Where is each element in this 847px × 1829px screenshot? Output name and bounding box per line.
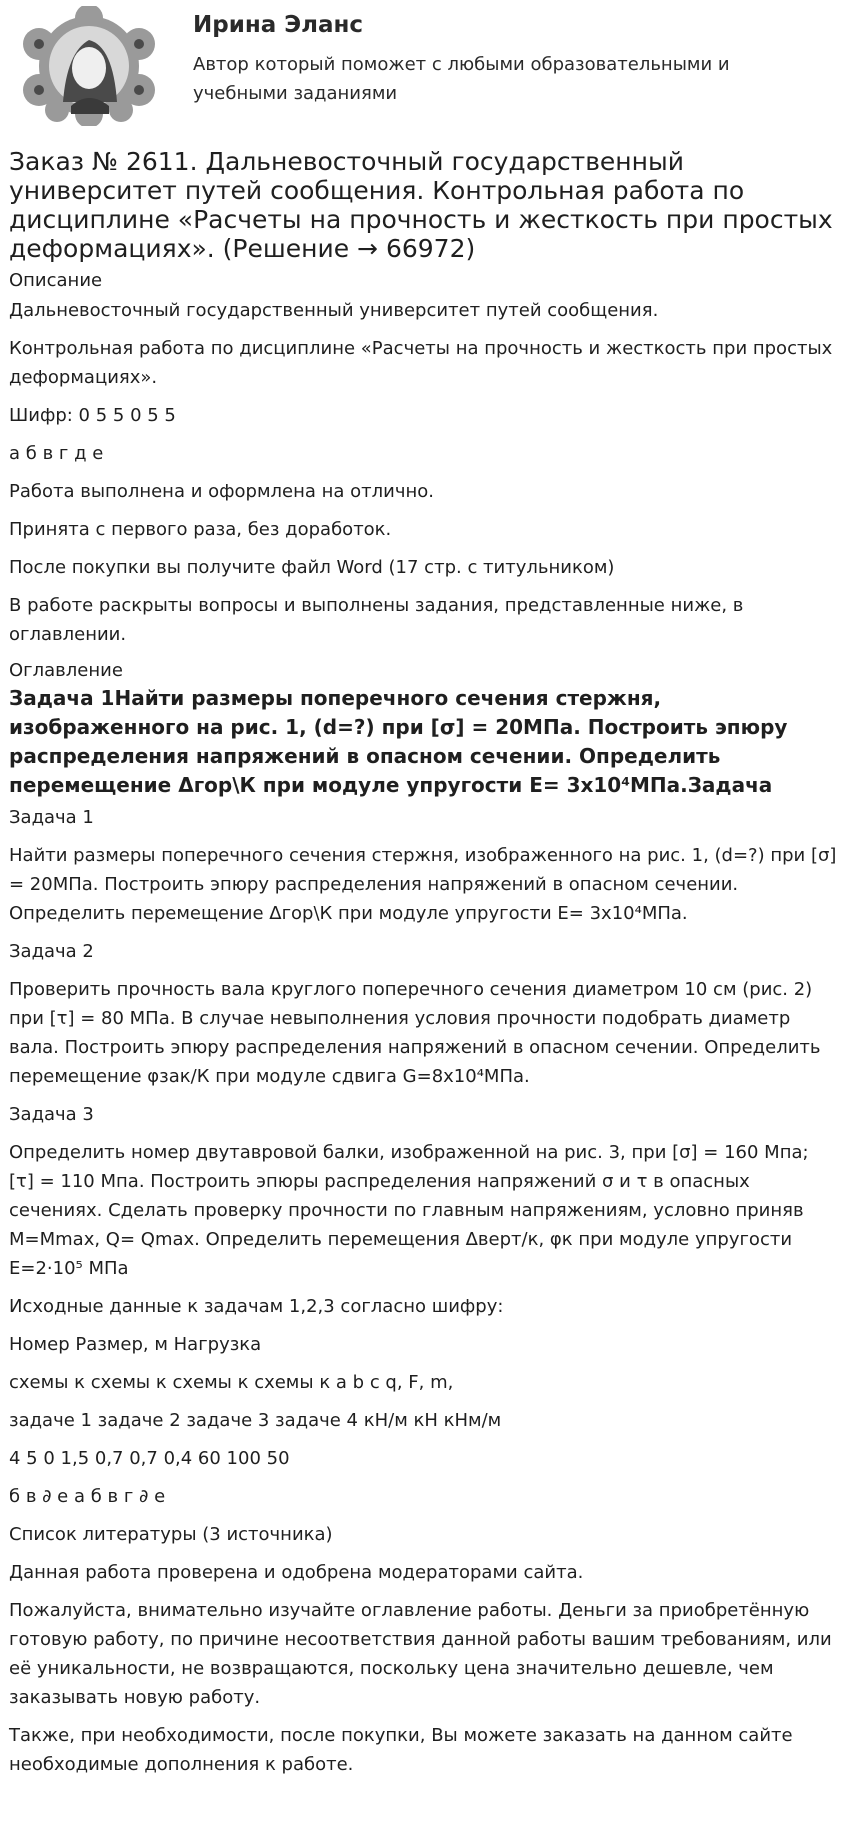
order-title: Заказ № 2611. Дальневосточный государственный университет путей сообщения. Контрольная работа по дисциплине «Расчеты на прочность и жесткость при простых деформациях». (Решение → 66972) [9,147,833,263]
description-paragraph: Работа выполнена и оформлена на отлично. [9,481,435,502]
content-paragraph: Задача 1 [9,807,94,828]
content-paragraph: Список литературы (3 источника) [9,1524,333,1545]
content-paragraph: Данная работа проверена и одобрена модераторами сайта. [9,1562,584,1583]
content-paragraph: Номер Размер, м Нагрузка [9,1334,262,1355]
content-paragraph: Найти размеры поперечного сечения стержня, изображенного на рис. 1, (d=?) при [σ] = 20МПа. Построить эпюру распределения напряжений в опасном сечении. Определить перемещение Δгор\К при модуле упругости Е= 3х10⁴МПа. [9,845,837,924]
author-card [9,0,838,135]
content-paragraph: Пожалуйста, внимательно изучайте оглавление работы. Деньги за приобретённую готовую работу, по причине несоответствия данной работы вашим требованиям, или её уникальности, не возвращаются, поскольку цена значительно дешевле, чем заказывать новую работу. [9,1600,832,1708]
author-avatar [17,6,161,126]
author-description: Автор который поможет с любыми образовательными и учебными заданиями [193,54,730,104]
content-paragraph: б в ∂ е а б в г ∂ е [9,1486,166,1507]
description-paragraph: В работе раскрыты вопросы и выполнены задания, представленные ниже, в оглавлении. [9,595,744,645]
content-paragraph: задаче 1 задаче 2 задаче 3 задаче 4 кН/м кН кНм/м [9,1410,502,1431]
description-paragraph: Дальневосточный государственный университет путей сообщения. [9,300,659,321]
content-section [9,803,838,1779]
author-name: Ирина Эланс [193,12,364,38]
description-paragraph: Контрольная работа по дисциплине «Расчеты на прочность и жесткость при простых деформациях». [9,338,833,388]
description-paragraph: После покупки вы получите файл Word (17 стр. с титульником) [9,557,615,578]
content-paragraph: Определить номер двутавровой балки, изображенной на рис. 3, при [σ] = 160 Мпа; [τ] = 110 Мпа. Построить эпюры распределения напряжений σ и τ в опасных сечениях. Сделать проверку прочности по главным напряжениям, условно приняв М=Мmax, Q= Qmax. Определить перемещения Δверт/к, φк при модуле упругости Е=2·10⁵ МПа [9,1142,809,1279]
description-paragraph: Принята с первого раза, без доработок. [9,519,392,540]
description-paragraph: Шифр: 0 5 5 0 5 5 [9,405,176,426]
toc-title: Задача 1Найти размеры поперечного сечения стержня, изображенного на рис. 1, (d=?) при [σ] = 20МПа. Построить эпюру распределения напряжений в опасном сечении. Определить перемещение Δгор\К при модуле упругости Е= 3х10⁴МПа.Задача [9,686,788,797]
toc-label: Оглавление [9,660,123,681]
content-paragraph: 4 5 0 1,5 0,7 0,7 0,4 60 100 50 [9,1448,290,1469]
description-label: Описание [9,270,103,291]
description-section [9,296,838,649]
content-paragraph: Задача 3 [9,1104,94,1125]
description-paragraph: а б в г д е [9,443,104,464]
content-paragraph: Проверить прочность вала круглого поперечного сечения диаметром 10 см (рис. 2) при [τ] = 80 МПа. В случае невыполнения условия прочности подобрать диаметр вала. Построить эпюру распределения напряжений в опасном сечении. Определить перемещение φзак/К при модуле сдвига G=8х10⁴МПа. [9,979,821,1087]
content-paragraph: Также, при необходимости, после покупки, Вы можете заказать на данном сайте необходимые дополнения к работе. [9,1725,793,1775]
content-paragraph: Исходные данные к задачам 1,2,3 согласно шифру: [9,1296,504,1317]
content-paragraph: Задача 2 [9,941,94,962]
content-paragraph: схемы к схемы к схемы к схемы к a b c q, F, m, [9,1372,454,1393]
